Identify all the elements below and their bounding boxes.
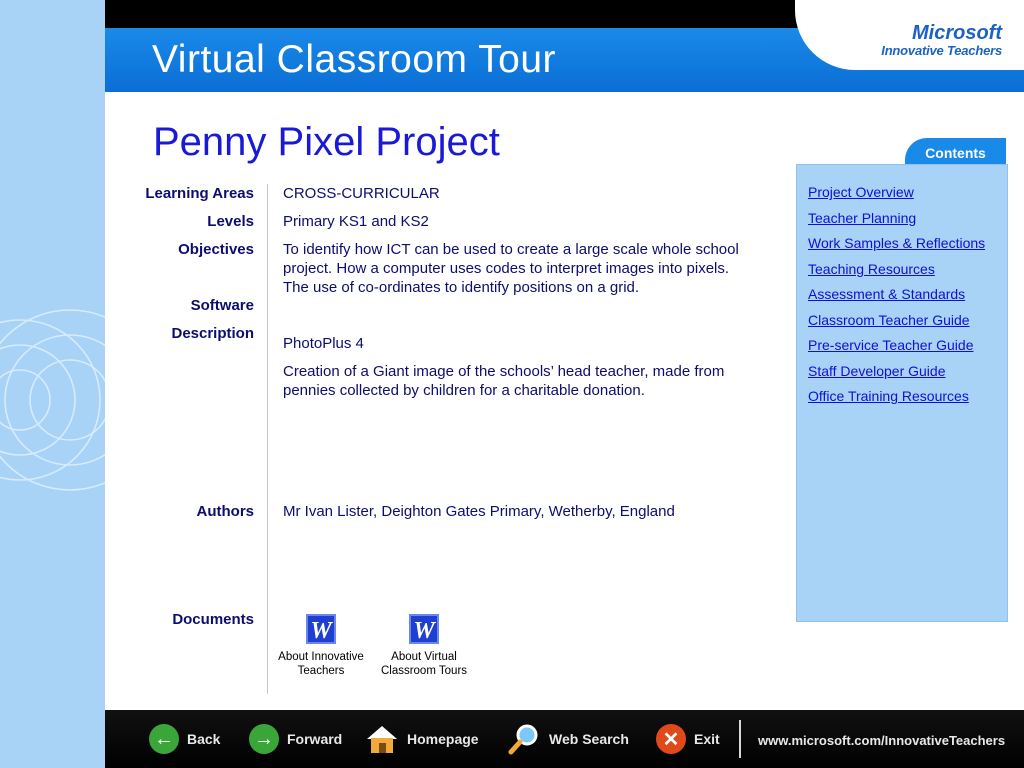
web-search-label: Web Search	[549, 731, 629, 747]
nav-link-classroom-teacher-guide[interactable]: Classroom Teacher Guide	[808, 312, 970, 328]
homepage-label: Homepage	[407, 731, 479, 747]
close-icon: ✕	[656, 724, 686, 754]
left-decorative-strip	[0, 0, 105, 768]
home-icon	[365, 722, 399, 756]
word-document-icon[interactable]: W	[306, 614, 336, 644]
concentric-circles-decoration	[0, 0, 105, 768]
word-document-icon[interactable]: W	[409, 614, 439, 644]
footer-navigation-bar	[105, 710, 1024, 768]
nav-link-staff-developer-guide[interactable]: Staff Developer Guide	[808, 363, 946, 379]
value-authors: Mr Ivan Lister, Deighton Gates Primary, Wetherby, England	[283, 503, 675, 520]
value-learning-areas: CROSS-CURRICULAR	[283, 185, 440, 202]
web-search-button[interactable]	[507, 722, 629, 756]
brand-secondary: Innovative Teachers	[881, 43, 1002, 58]
footer-divider	[739, 720, 741, 758]
exit-label: Exit	[694, 731, 720, 747]
homepage-button[interactable]	[365, 722, 479, 756]
label-software: Software	[190, 297, 254, 314]
label-objectives: Objectives	[178, 241, 254, 258]
back-label: Back	[187, 731, 221, 747]
document-label-line2: Classroom Tours	[380, 665, 468, 677]
label-levels: Levels	[207, 213, 254, 230]
back-arrow-icon: ←	[149, 724, 179, 754]
back-button[interactable]	[149, 722, 220, 756]
contents-tab: Contents	[905, 138, 1006, 166]
brand-primary: Microsoft	[912, 22, 1002, 44]
nav-link-office-training-resources[interactable]: Office Training Resources	[808, 388, 969, 404]
value-objectives: To identify how ICT can be used to create a large scale whole school project. How a computer uses codes to interpret images into pixels. The use of co-ordinates to identify positions on a grid.	[283, 241, 739, 296]
footer-url[interactable]: www.microsoft.com/InnovativeTeachers	[758, 733, 1006, 748]
forward-label: Forward	[287, 731, 343, 747]
nav-link-preservice-teacher-guide[interactable]: Pre-service Teacher Guide	[808, 337, 974, 353]
document-about-innovative-teachers[interactable]	[266, 612, 376, 678]
document-label-line2: Teachers	[297, 665, 345, 677]
document-label-line1: About Innovative	[278, 651, 364, 663]
forward-arrow-icon: →	[249, 724, 279, 754]
label-authors: Authors	[196, 503, 254, 520]
nav-link-assessment-standards[interactable]: Assessment & Standards	[808, 286, 966, 302]
label-learning-areas: Learning Areas	[145, 185, 254, 202]
nav-link-work-samples[interactable]: Work Samples & Reflections	[808, 235, 986, 251]
microsoft-logo	[795, 0, 1024, 70]
exit-button[interactable]	[656, 722, 720, 756]
header-title: Virtual Classroom Tour	[152, 38, 557, 81]
forward-button[interactable]	[249, 722, 342, 756]
nav-link-teaching-resources[interactable]: Teaching Resources	[808, 261, 935, 277]
magnifier-icon	[507, 722, 541, 756]
document-about-virtual-classroom-tours[interactable]	[369, 612, 479, 678]
document-label-line1: About Virtual	[391, 651, 457, 663]
contents-panel	[796, 164, 1008, 622]
page-title: Penny Pixel Project	[153, 120, 500, 164]
nav-link-project-overview[interactable]: Project Overview	[808, 184, 914, 200]
value-levels: Primary KS1 and KS2	[283, 213, 429, 230]
value-software: PhotoPlus 4	[283, 335, 364, 352]
label-description: Description	[171, 325, 254, 342]
nav-link-teacher-planning[interactable]: Teacher Planning	[808, 210, 917, 226]
value-description: Creation of a Giant image of the schools’ head teacher, made from pennies collected by children for a charitable donation.	[283, 363, 725, 399]
label-documents: Documents	[172, 611, 254, 628]
